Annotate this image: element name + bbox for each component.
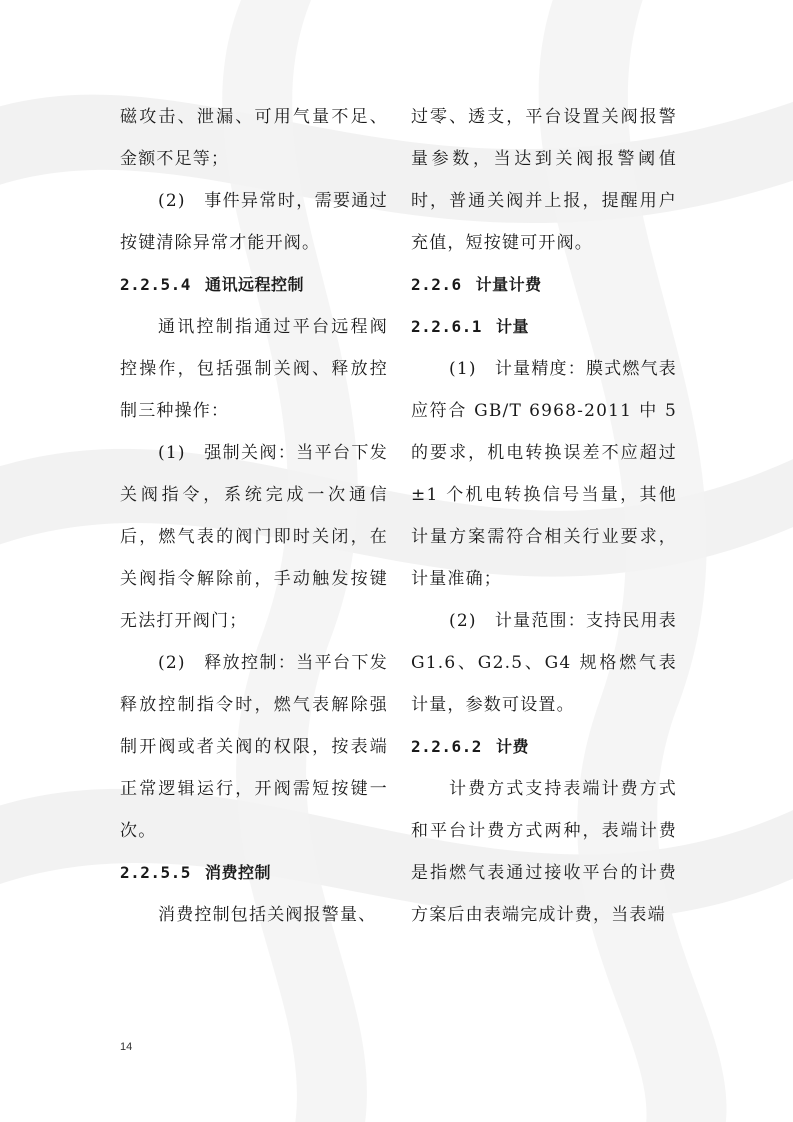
section-title: 计量计费 bbox=[475, 275, 542, 294]
paragraph: (2) 计量范围：支持民用表 G1.6、G2.5、G4 规格燃气表计量，参数可设置。 bbox=[411, 611, 677, 715]
section-title: 计量 bbox=[495, 317, 529, 336]
section-title: 通讯远程控制 bbox=[204, 275, 304, 294]
right-column bbox=[411, 96, 677, 936]
section-number: 2.2.5.4 bbox=[120, 275, 191, 294]
paragraph: (2) 释放控制：当平台下发释放控制指令时，燃气表解除强制开阀或者关阀的权限，按表端正常逻辑运行，开阀需短按键一次。 bbox=[120, 653, 388, 841]
section-heading-2-2-6 bbox=[411, 264, 677, 306]
paragraph: (2) 事件异常时，需要通过按键清除异常才能开阀。 bbox=[120, 191, 388, 253]
section-title: 消费控制 bbox=[204, 863, 271, 882]
section-heading-2-2-5-4 bbox=[120, 264, 388, 306]
section-heading-2-2-6-1 bbox=[411, 306, 677, 348]
paragraph: 过零、透支，平台设置关阀报警量参数，当达到关阀报警阈值时，普通关阀并上报，提醒用户充值，短按键可开阀。 bbox=[411, 107, 677, 253]
left-column bbox=[120, 96, 388, 936]
section-number: 2.2.6.2 bbox=[411, 737, 482, 756]
section-number: 2.2.5.5 bbox=[120, 863, 191, 882]
section-heading-2-2-5-5 bbox=[120, 852, 388, 894]
section-number: 2.2.6 bbox=[411, 275, 462, 294]
paragraph: (1) 计量精度：膜式燃气表应符合 GB/T 6968-2011 中 5 的要求，机电转换误差不应超过±1 个机电转换信号当量，其他计量方案需符合相关行业要求，计量准确； bbox=[411, 359, 677, 589]
paragraph: 通讯控制指通过平台远程阀控操作，包括强制关阀、释放控制三种操作： bbox=[120, 317, 388, 421]
paragraph: (1) 强制关阀：当平台下发关阀指令，系统完成一次通信后，燃气表的阀门即时关闭，在关阀指令解除前，手动触发按键无法打开阀门； bbox=[120, 443, 388, 631]
paragraph: 消费控制包括关阀报警量、 bbox=[158, 905, 377, 925]
section-number: 2.2.6.1 bbox=[411, 317, 482, 336]
section-heading-2-2-6-2 bbox=[411, 726, 677, 768]
page-number: 14 bbox=[120, 1041, 133, 1053]
section-title: 计费 bbox=[495, 737, 529, 756]
paragraph: 计费方式支持表端计费方式和平台计费方式两种，表端计费是指燃气表通过接收平台的计费方案后由表端完成计费，当表端 bbox=[411, 779, 677, 925]
paragraph: 磁攻击、泄漏、可用气量不足、金额不足等； bbox=[120, 107, 388, 169]
